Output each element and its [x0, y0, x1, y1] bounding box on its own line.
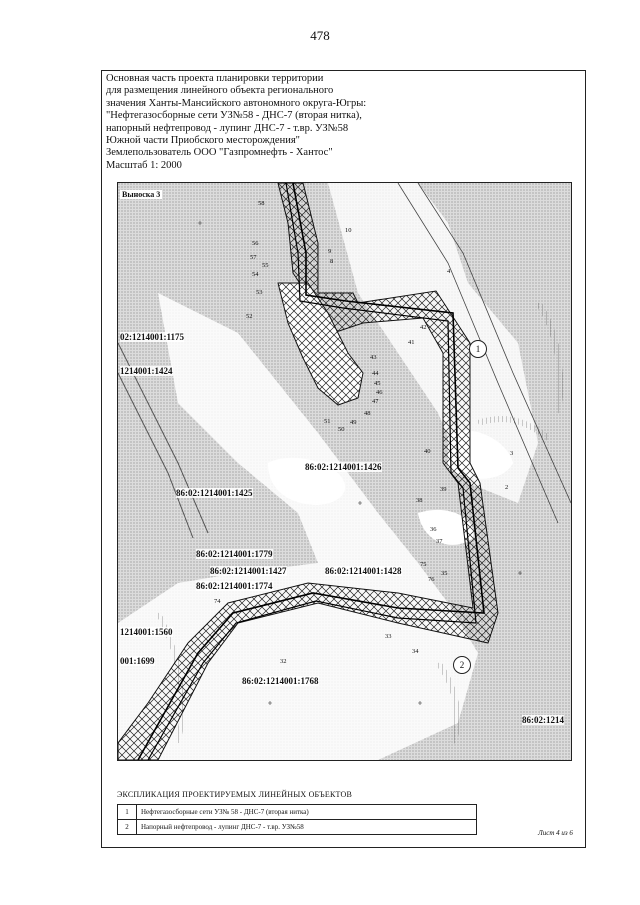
point-label: 50 — [338, 426, 345, 433]
object-marker: 2 — [453, 656, 471, 674]
point-label: 40 — [424, 448, 431, 455]
title-line: Южной части Приобского месторождения" — [106, 135, 300, 147]
title-line: "Нефтегазосборные сети УЗ№58 - ДНС-7 (вторая нитка), — [106, 110, 362, 122]
point-label: 45 — [374, 380, 381, 387]
point-label: 42 — [420, 324, 427, 331]
parcel-label: 86:02:1214001:1768 — [242, 676, 319, 686]
legend-row — [118, 820, 477, 835]
parcel-label: 86:02:1214001:1426 — [305, 462, 382, 472]
point-label: 48 — [364, 410, 371, 417]
legend-title: ЭКСПЛИКАЦИЯ ПРОЕКТИРУЕМЫХ ЛИНЕЙНЫХ ОБЪЕКТОВ — [117, 790, 353, 799]
point-label: 43 — [370, 354, 377, 361]
point-label: 75 — [420, 561, 427, 568]
legend-number: 1 — [118, 805, 137, 820]
point-label: 57 — [250, 254, 257, 261]
legend-text: Нефтегазосборные сети УЗ№ 58 - ДНС-7 (вторая нитка) — [137, 805, 477, 820]
sheet-label: Лист 4 из 6 — [538, 829, 573, 837]
point-label: 34 — [412, 648, 419, 655]
point-label: 52 — [246, 313, 253, 320]
point-label: 32 — [280, 658, 287, 665]
legend-table — [117, 804, 477, 835]
point-label: 47 — [372, 398, 379, 405]
parcel-label: 86:02:1214001:1428 — [325, 566, 402, 576]
object-marker: 1 — [469, 340, 487, 358]
parcel-label: 02:1214001:1175 — [120, 332, 184, 342]
title-line: значения Ханты-Мансийского автономного округа-Югры: — [106, 97, 367, 109]
point-label: 49 — [350, 419, 357, 426]
parcel-label: 1214001:1424 — [120, 366, 173, 376]
title-line: для размещения линейного объекта регионального — [106, 85, 334, 97]
parcel-label: 001:1699 — [120, 656, 155, 666]
point-label: 54 — [252, 271, 259, 278]
title-block — [106, 73, 406, 172]
point-label: 4 — [447, 268, 451, 275]
legend-row — [118, 805, 477, 820]
parcel-label: 86:02:1214001:1774 — [196, 581, 273, 591]
point-label: 58 — [258, 200, 265, 207]
callout-label: Выноска 3 — [122, 190, 161, 199]
point-label: 33 — [385, 633, 392, 640]
title-line: напорный нефтепровод - лупинг ДНС-7 - т.вр. УЗ№58 — [106, 122, 349, 134]
parcel-label: 86:02:1214 — [522, 715, 564, 725]
title-line: Масштаб 1: 2000 — [106, 159, 182, 171]
parcel-label: 86:02:1214001:1779 — [196, 549, 273, 559]
point-label: 3 — [510, 450, 514, 457]
point-label: 9 — [328, 248, 332, 255]
point-label: 44 — [372, 370, 379, 377]
point-label: 53 — [256, 289, 263, 296]
point-label: 37 — [436, 538, 443, 545]
legend-number: 2 — [118, 820, 137, 835]
point-label: 46 — [376, 389, 383, 396]
point-label: 10 — [345, 227, 352, 234]
point-label: 36 — [430, 526, 437, 533]
parcel-label: 86:02:1214001:1425 — [176, 488, 253, 498]
point-label: 39 — [440, 486, 447, 493]
point-label: 76 — [428, 576, 435, 583]
legend-text: Напорный нефтепровод - лупинг ДНС-7 - т.вр. УЗ№58 — [137, 820, 477, 835]
parcel-label: 86:02:1214001:1427 — [210, 566, 287, 576]
title-line: Основная часть проекта планировки территории — [106, 73, 324, 84]
point-label: 41 — [408, 339, 415, 346]
point-label: 38 — [416, 497, 423, 504]
title-line: Землепользователь ООО "Газпромнефть - Хантос" — [106, 147, 333, 159]
point-label: 2 — [505, 484, 509, 491]
point-label: 8 — [330, 258, 334, 265]
page-number: 478 — [310, 28, 330, 43]
parcel-label: 1214001:1560 — [120, 627, 173, 637]
point-label: 51 — [324, 418, 331, 425]
point-label: 55 — [262, 262, 269, 269]
point-label: 35 — [441, 570, 448, 577]
point-label: 74 — [214, 598, 221, 605]
point-label: 56 — [252, 240, 259, 247]
